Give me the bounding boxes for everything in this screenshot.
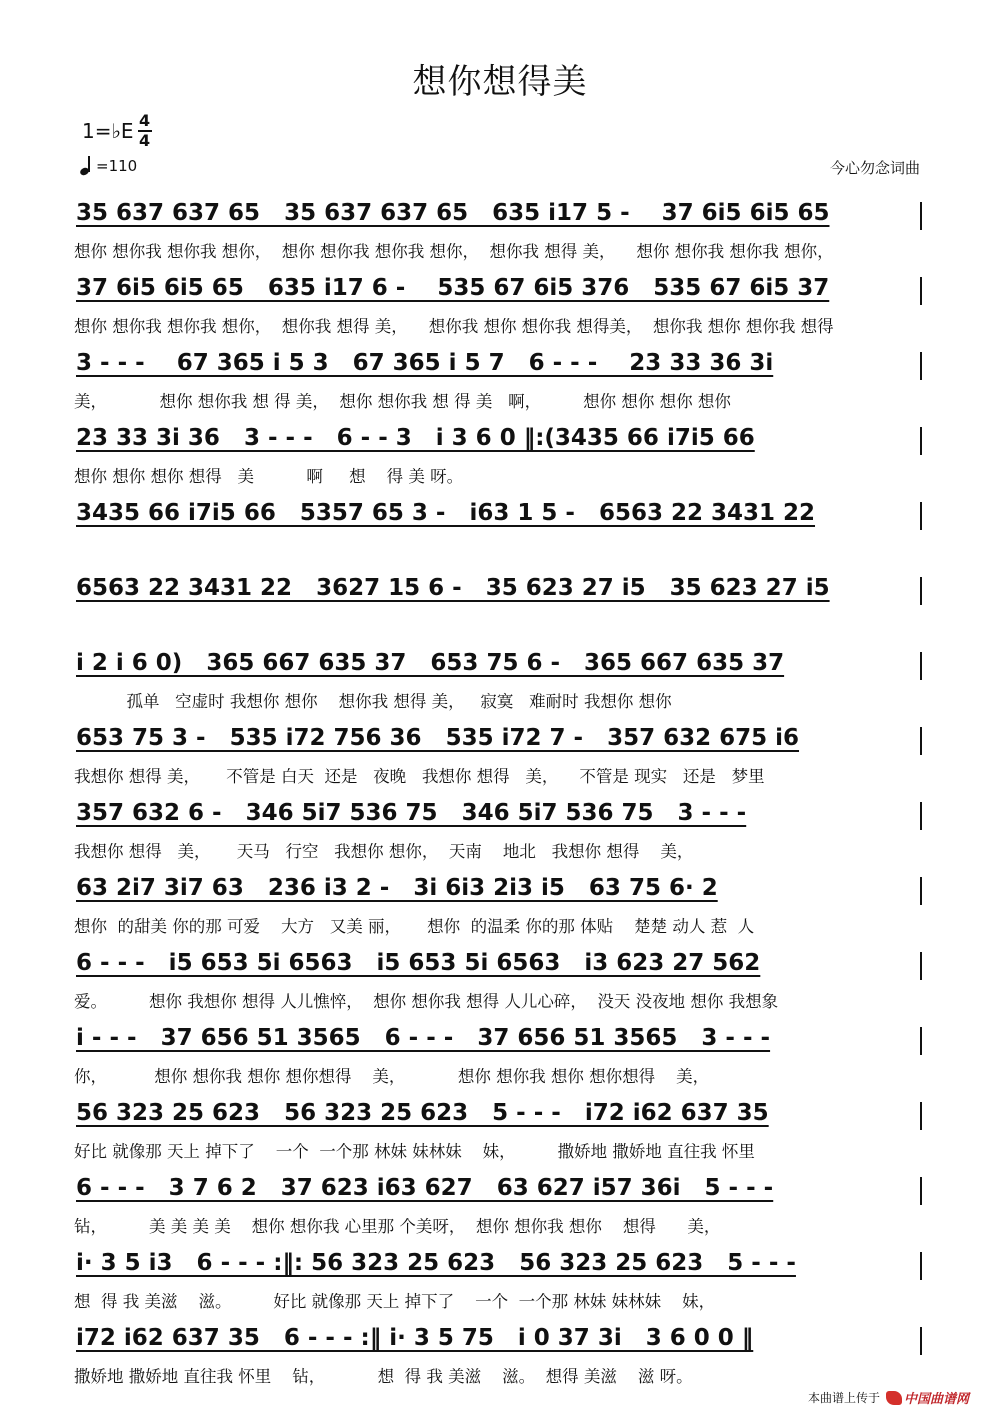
notation-line: i 2 i 6 0) 365 667 635 37 653 75 6 - 365 667 635 37 [76, 650, 785, 676]
notation-line: 35 637 637 65 35 637 637 65 635 i17 5 - 37 6i5 6i5 65 [76, 200, 830, 226]
lyrics-line: 钻， 美 美 美 美 想你 想你我 心里那 个美呀， 想你 想你我 想你 想得 美， [74, 1217, 721, 1236]
barline [920, 877, 922, 905]
lyrics-line: 想你 想你我 想你我 想你， 想你 想你我 想你我 想你， 想你我 想得 美， 想你 想你我 想你我 想你， [74, 242, 834, 261]
notation-line: 653 75 3 - 535 i72 756 36 535 i72 7 - 357 632 675 i6 [76, 725, 800, 751]
lyrics-line: 我想你 想得 美， 不管是 白天 还是 夜晚 我想你 想得 美， 不管是 现实 还是 梦里 [74, 767, 765, 786]
barline [920, 277, 922, 305]
notation-line: 37 6i5 6i5 65 635 i17 6 - 535 67 6i5 376 535 67 6i5 37 [76, 275, 830, 301]
barline [920, 1027, 922, 1055]
key-label: 1=♭E [82, 119, 134, 143]
notation-line: 6 - - - 3 7 6 2 37 623 i63 627 63 627 i57 36i 5 - - - [76, 1175, 774, 1201]
barline [920, 1252, 922, 1280]
barline [920, 652, 922, 680]
site-logo[interactable] [886, 1388, 969, 1407]
footer [808, 1388, 969, 1407]
lyrics-line: 我想你 想得 美， 天马 行空 我想你 想你， 天南 地北 我想你 想得 美， [74, 842, 694, 861]
notation-line: 23 33 3i 36 3 - - - 6 - - 3 i 3 6 0 ‖:(3435 66 i7i5 66 [76, 425, 755, 451]
barline [920, 352, 922, 380]
barline [920, 727, 922, 755]
time-signature-bottom: 4 [138, 131, 151, 150]
notation-line: 3435 66 i7i5 66 5357 65 3 - i63 1 5 - 6563 22 3431 22 [76, 500, 816, 526]
barline [920, 502, 922, 530]
lyrics-line: 撒娇地 撒娇地 直往我 怀里 钻， 想 得 我 美滋 滋。 想得 美滋 滋 呀。 [74, 1367, 693, 1386]
key-signature [82, 112, 152, 150]
barline [920, 1327, 922, 1355]
lyrics-line: 想你 的甜美 你的那 可爱 大方 又美 丽， 想你 的温柔 你的那 体贴 楚楚 动人 惹 人 [74, 917, 755, 936]
lyrics-line: 孤单 空虚时 我想你 想你 想你我 想得 美， 寂寞 难耐时 我想你 想你 [74, 692, 672, 711]
composer-credit: 今心勿念词曲 [829, 159, 920, 177]
lyrics-line: 想 得 我 美滋 滋。 好比 就像那 天上 掉下了 一个 一个那 林妹 妹林妹 妹， [74, 1292, 716, 1311]
lyrics-line: 想你 想你 想你 想得 美 啊 想 得 美 呀。 [74, 467, 464, 486]
notation-line: i72 i62 637 35 6 - - - :‖ i· 3 5 75 i 0 37 3i 3 6 0 0 ‖ [76, 1325, 754, 1351]
lyrics-line: 爱。 想你 我想你 想得 人儿憔悴， 想你 想你我 想得 人儿心碎， 没天 没夜地 想你 我想象 [74, 992, 779, 1011]
time-signature [138, 112, 152, 150]
notation-line: 3 - - - 67 365 i 5 3 67 365 i 5 7 6 - - - 23 33 36 3i [76, 350, 774, 376]
quarter-note-icon [80, 155, 94, 175]
barline [920, 802, 922, 830]
barline [920, 1177, 922, 1205]
notation-line: i - - - 37 656 51 3565 6 - - - 37 656 51 3565 3 - - - [76, 1025, 771, 1051]
site-logo-icon [886, 1391, 902, 1405]
notation-line: 357 632 6 - 346 5i7 536 75 346 5i7 536 75 3 - - - [76, 800, 747, 826]
tempo-value: =110 [96, 157, 138, 175]
page-title: 想你想得美 [412, 62, 588, 102]
notation-line: i· 3 5 i3 6 - - - :‖: 56 323 25 623 56 323 25 623 5 - - - [76, 1250, 796, 1276]
barline [920, 577, 922, 605]
barline [920, 427, 922, 455]
site-name: 中国曲谱网 [904, 1392, 970, 1407]
lyrics-line: 你， 想你 想你我 想你 想你想得 美， 想你 想你我 想你 想你想得 美， [74, 1067, 710, 1086]
notation-line: 6563 22 3431 22 3627 15 6 - 35 623 27 i5 35 623 27 i5 [76, 575, 830, 601]
time-signature-top: 4 [138, 111, 151, 130]
barline [920, 1102, 922, 1130]
lyrics-line: 好比 就像那 天上 掉下了 一个 一个那 林妹 妹林妹 妹， 撒娇地 撒娇地 直往我 怀里 [74, 1142, 755, 1161]
notation-line: 6 - - - i5 653 5i 6563 i5 653 5i 6563 i3 623 27 562 [76, 950, 761, 976]
barline [920, 202, 922, 230]
notation-line: 63 2i7 3i7 63 236 i3 2 - 3i 6i3 2i3 i5 63 75 6· 2 [76, 875, 718, 901]
barline [920, 952, 922, 980]
lyrics-line: 想你 想你我 想你我 想你， 想你我 想得 美， 想你我 想你 想你我 想得美， 想你我 想你 想你我 想得 [74, 317, 834, 336]
lyrics-line: 美， 想你 想你我 想 得 美， 想你 想你我 想 得 美 啊， 想你 想你 想你 想你 [74, 392, 731, 411]
upload-text: 本曲谱上传于 [808, 1391, 881, 1405]
notation-line: 56 323 25 623 56 323 25 623 5 - - - i72 i62 637 35 [76, 1100, 769, 1126]
tempo-marking [80, 155, 137, 175]
